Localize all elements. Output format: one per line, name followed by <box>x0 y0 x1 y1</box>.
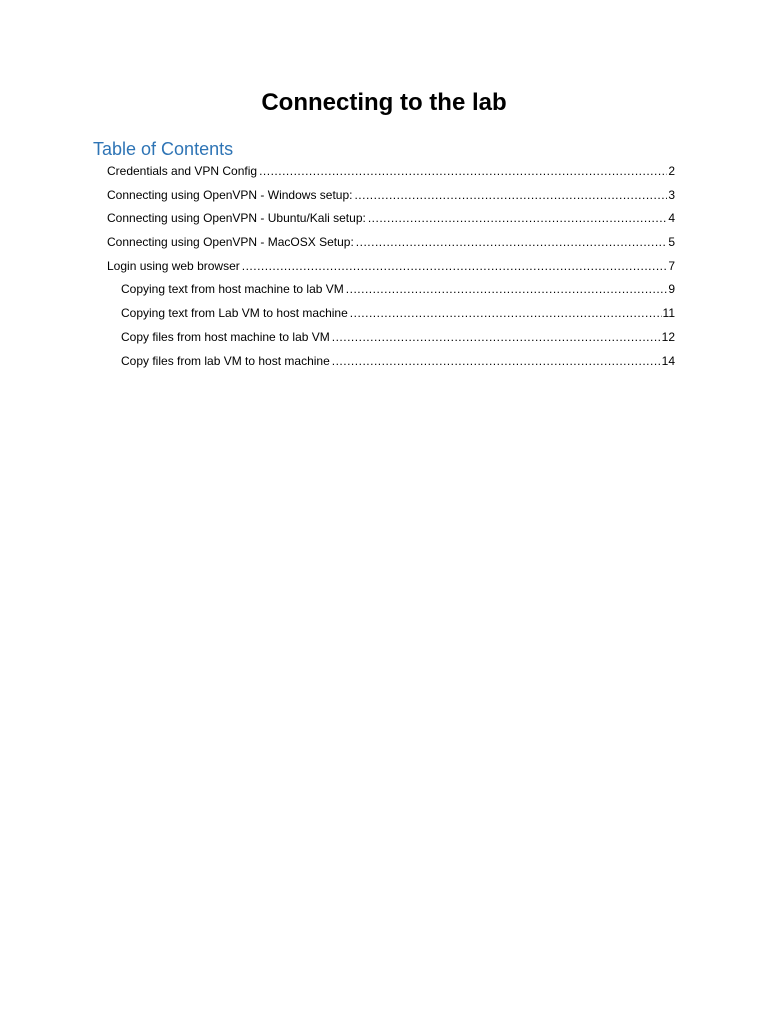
toc-entry-credentials-vpn-config[interactable] <box>107 160 675 184</box>
toc-entry-openvpn-ubuntu-kali[interactable] <box>107 207 675 231</box>
toc-entry-label: Credentials and VPN Config <box>107 164 258 178</box>
toc-page-number: 4 <box>668 211 675 226</box>
toc-entry-label: Connecting using OpenVPN - Windows setup: <box>107 187 353 202</box>
toc-dot-leader <box>368 207 667 231</box>
toc-dot-leader <box>242 255 668 279</box>
toc-entry-label: Connecting using OpenVPN - Ubuntu/Kali setup: <box>107 211 366 226</box>
toc-dot-leader <box>356 231 668 255</box>
toc-dot-leader <box>332 326 661 350</box>
toc-page-number: 12 <box>661 329 675 344</box>
toc-page-number: 11 <box>662 306 675 321</box>
table-of-contents <box>107 160 675 373</box>
toc-entry-copy-text-host-to-vm[interactable] <box>107 278 675 302</box>
toc-entry-copy-files-host-to-vm[interactable] <box>107 326 675 350</box>
toc-page-number: 9 <box>668 282 675 297</box>
toc-entry-label: Login using web browser <box>107 258 240 273</box>
toc-entry-copy-text-vm-to-host[interactable] <box>107 302 675 326</box>
toc-entry-openvpn-macosx[interactable] <box>107 231 675 255</box>
toc-dot-leader <box>259 160 667 184</box>
toc-entry-copy-files-vm-to-host[interactable] <box>107 350 675 374</box>
toc-page-number: 14 <box>661 353 675 368</box>
toc-heading: Table of Contents <box>93 139 234 159</box>
toc-dot-leader <box>332 350 661 374</box>
toc-entry-label: Copy files from lab VM to host machine <box>121 353 330 368</box>
toc-dot-leader <box>354 184 667 208</box>
toc-page-number: 5 <box>668 235 675 250</box>
toc-entry-label: Connecting using OpenVPN - MacOSX Setup: <box>107 235 354 250</box>
toc-page-number: 7 <box>668 258 675 273</box>
toc-page-number: 2 <box>668 164 675 178</box>
document-title: Connecting to the lab <box>261 89 507 116</box>
toc-page-number: 3 <box>668 187 675 202</box>
toc-dot-leader <box>350 302 662 326</box>
toc-entry-label: Copy files from host machine to lab VM <box>121 329 330 344</box>
toc-entry-label: Copying text from host machine to lab VM <box>121 282 344 297</box>
toc-dot-leader <box>346 278 668 302</box>
toc-entry-label: Copying text from Lab VM to host machine <box>121 306 348 321</box>
toc-entry-openvpn-windows[interactable] <box>107 184 675 208</box>
toc-entry-login-web-browser[interactable] <box>107 255 675 279</box>
